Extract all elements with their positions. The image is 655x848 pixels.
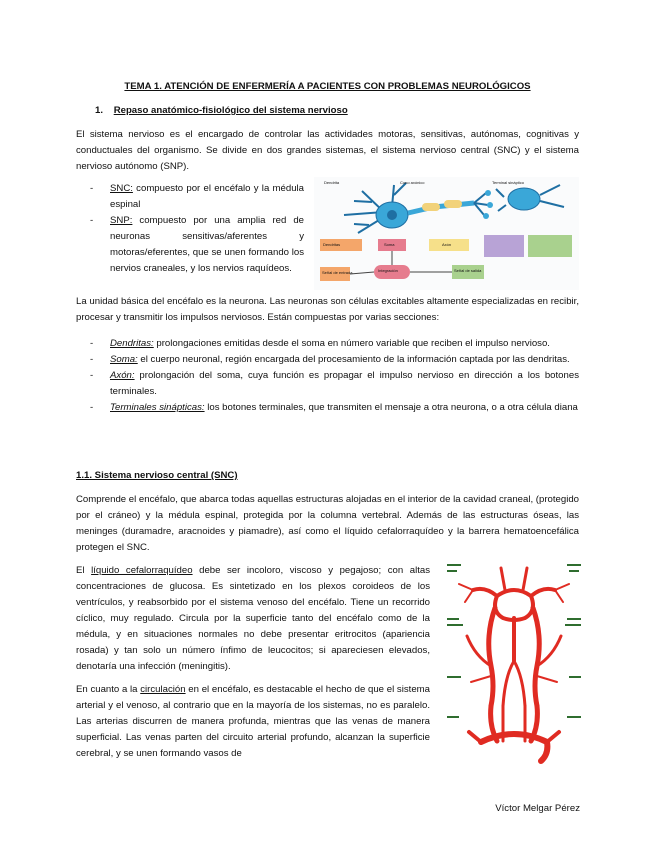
definition: el cuerpo neuronal, región encargada del procesamiento de la información captada por las dendritas.	[137, 354, 570, 365]
text-run: El	[76, 565, 92, 576]
term: SNC:	[110, 183, 133, 194]
section-number: 1.	[95, 105, 104, 116]
list-item	[76, 181, 304, 213]
target-neuron-shape	[508, 188, 540, 210]
diagram-label: Soma	[384, 242, 395, 247]
list-item	[76, 336, 579, 352]
text-run: en el encéfalo, es destacable el hecho de que el sistema arterial y el venoso, al contrario que en la mayoría de los sistemas, no es paralelo. Las arterias discurren de manera profunda, mientras que las venas de manera superficial. Las venas parten del circuito arterial profundo, alcanzan la superficie cerebral, y se unen formando vasos de	[76, 684, 430, 759]
author-footer: Víctor Melgar Pérez	[495, 803, 580, 814]
term: SNP:	[110, 215, 133, 226]
diagram-label: Axón	[442, 242, 452, 247]
diagram-label: Señal de entrada	[322, 270, 353, 275]
cerebral-arteries-figure	[445, 556, 583, 766]
circulation-paragraph	[76, 682, 430, 762]
terminal-shape	[474, 193, 488, 215]
term: Axón:	[110, 370, 135, 381]
document-title: TEMA 1. ATENCIÓN DE ENFERMERÍA A PACIENTES CON PROBLEMAS NEUROLÓGICOS	[124, 81, 531, 92]
artery-tree-shape	[459, 568, 569, 761]
list-item	[76, 400, 579, 416]
term: Terminales sinápticas:	[110, 402, 205, 413]
box-terminal	[484, 235, 524, 257]
intro-paragraph: El sistema nervioso es el encargado de controlar las actividades motoras, sensitivas, autónomas, cognitivas y conductuales del organismo. Se divide en dos grandes sistemas, el sistema nervioso central (SNC) y el sistema nervioso autónomo (SNP).	[76, 129, 579, 172]
definition: los botones terminales, que transmiten el mensaje a otra neurona, o a otra célula diana	[204, 402, 578, 413]
term: Dendritas:	[110, 338, 154, 349]
box-target	[528, 235, 572, 257]
arteries-illustration	[445, 556, 583, 766]
section-title: Repaso anatómico-fisiológico del sistema nervioso	[113, 105, 348, 116]
term: líquido cefalorraquídeo	[91, 565, 193, 576]
definition: prolongación del soma, cuya función es propagar el impulso nervioso en dirección a los botones terminales.	[110, 370, 579, 397]
subsection-heading: 1.1. Sistema nervioso central (SNC)	[76, 470, 238, 481]
definition: compuesto por el encéfalo y la médula espinal	[110, 183, 304, 210]
list-item	[76, 352, 579, 368]
systems-list	[76, 181, 304, 277]
list-item	[76, 368, 579, 400]
text-run: debe ser incoloro, viscoso y pegajoso; con altas concentraciones de glucosa. Es sintetizado en los plexos coroideos de los ventrículos, y reabsorbido por el sistema venoso del encéfalo. Tiene un recorrido cíclico, muy regulado. Circula por la superficie tanto del encéfalo como de la médula, y en situaciones normales no debe presentar eritrocitos (apariencia rosada) y tan solo un número ínfimo de leucocitos; si apareciesen elevados, denotaría una infección (meningitis).	[76, 565, 430, 672]
axon-shape	[408, 203, 474, 213]
diagram-label: Terminal sináptico	[492, 180, 525, 185]
diagram-label: Señal de salida	[454, 268, 482, 273]
neuron-illustration	[314, 177, 579, 290]
neuron-intro-paragraph: La unidad básica del encéfalo es la neurona. Las neuronas son células excitables altamente especializadas en recibir, procesar y transmitir los impulsos nerviosos. Están compuestas por varias secciones:	[76, 296, 579, 323]
list-item	[76, 213, 304, 277]
definition: compuesto por una amplia red de neuronas sensitivas/aferentes y motoras/eferentes, que se unen formando los nervios craneales, y los nervios raquídeos.	[110, 215, 304, 274]
neuron-diagram	[314, 177, 579, 290]
diagram-label: Integración	[378, 268, 398, 273]
neuron-parts-list	[76, 336, 579, 416]
term: circulación	[140, 684, 186, 695]
definition: prolongaciones emitidas desde el soma en número variable que reciben el impulso nervioso.	[153, 338, 550, 349]
myelin-shape	[422, 203, 440, 211]
diagram-label: Cono axónico	[400, 180, 425, 185]
myelin-shape	[444, 200, 462, 208]
snc-paragraph: Comprende el encéfalo, que abarca todas aquellas estructuras alojadas en el interior de la cavidad craneal, (protegido por el cráneo) y la médula espinal, protegida por la columna vertebral. Además de las estructuras óseas, las meninges (duramadre, aracnoides y piamadre), así como el líquido cefalorraquídeo y la barrera hematoencefálica protegen el SNC.	[76, 494, 579, 553]
term: Soma:	[110, 354, 138, 365]
text-run: En cuanto a la	[76, 684, 141, 695]
nucleus-shape	[387, 210, 397, 220]
diagram-label: Dendritas	[323, 242, 341, 247]
diagram-label: Dendrita	[324, 180, 340, 185]
lcr-paragraph	[76, 563, 430, 675]
section-heading	[95, 103, 348, 119]
